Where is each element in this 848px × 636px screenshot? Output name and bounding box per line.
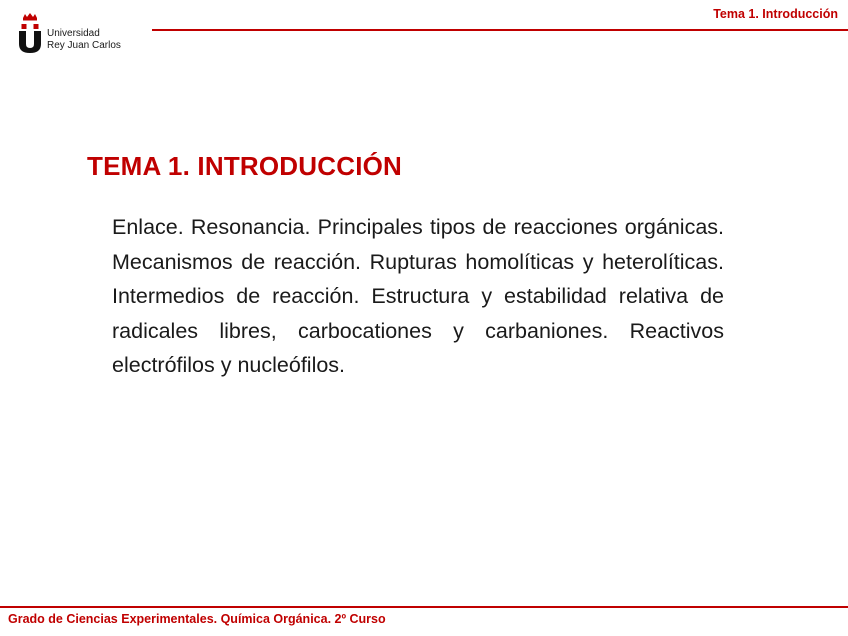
footer-divider [0, 606, 848, 608]
section-title: Tema 1. Introducción [713, 7, 838, 21]
page-title: TEMA 1. INTRODUCCIÓN [87, 151, 403, 181]
logo-line-1: Universidad [47, 28, 100, 39]
logo-line-2: Rey Juan Carlos [47, 39, 121, 51]
university-logo [16, 12, 146, 56]
body-paragraph: Enlace. Resonancia. Principales tipos de reacciones orgánicas. Mecanismos de reacción. Rupturas homolíticas y heterolíticas. Intermedios de reacción. Estructura y estabilidad relativa de radicales libres, carbocationes y carbaniones. Reactivos electrófilos y nucleófilos. [112, 215, 724, 377]
header-divider [152, 29, 848, 31]
footer-text: Grado de Ciencias Experimentales. Química Orgánica. 2º Curso [8, 612, 386, 626]
logo-text [47, 28, 121, 51]
university-crest-icon [16, 12, 44, 54]
